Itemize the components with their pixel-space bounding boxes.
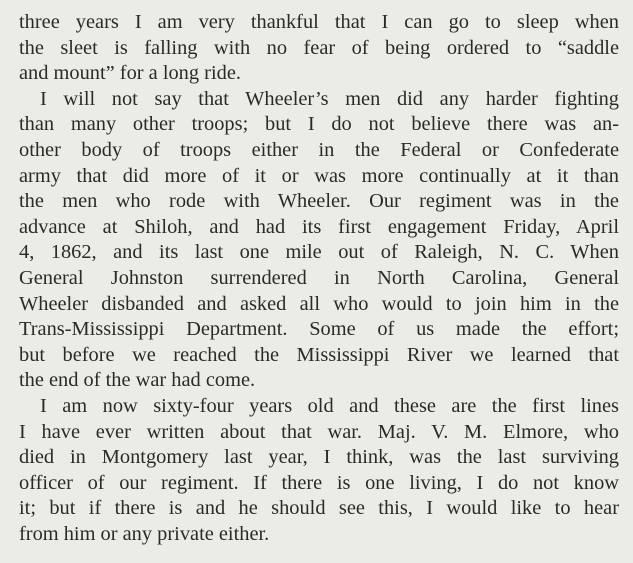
text-line: Trans-Mississippi Department. Some of us made the effort; — [19, 318, 619, 341]
text-line: the men who rode with Wheeler. Our regiment was in the — [19, 190, 619, 213]
text-line: it; but if there is and he should see this, I would like to hear — [19, 497, 619, 520]
text-line: other body of troops either in the Federal or Confederate — [19, 138, 619, 161]
paragraph-2 — [19, 87, 619, 394]
text-line: I will not say that Wheeler’s men did any harder fighting — [40, 87, 619, 110]
text-line: I have ever written about that war. Maj. V. M. Elmore, who — [19, 420, 619, 443]
text-line: the end of the war had come. — [19, 369, 256, 392]
text-line: army that did more of it or was more continually at it than — [19, 164, 619, 187]
text-line: 4, 1862, and its last one mile out of Raleigh, N. C. When — [19, 241, 619, 264]
text-line: three years I am very thankful that I can go to sleep when — [19, 11, 619, 33]
paragraph-1 — [19, 10, 619, 87]
text-line: General Johnston surrendered in North Carolina, General — [19, 266, 619, 289]
text-line: officer of our regiment. If there is one living, I do not know — [19, 471, 619, 494]
text-line: from him or any private either. — [19, 522, 270, 545]
text-line: but before we reached the Mississippi River we learned that — [19, 343, 619, 366]
text-line: the sleet is falling with no fear of being ordered to “saddle — [19, 36, 619, 59]
text-line: I am now sixty-four years old and these are the first lines — [40, 394, 619, 417]
text-line: than many other troops; but I do not believe there was an- — [19, 113, 619, 136]
paragraph-3 — [19, 394, 619, 548]
text-line: advance at Shiloh, and had its first engagement Friday, April — [19, 215, 619, 238]
text-line: and mount” for a long ride. — [19, 62, 241, 85]
text-line: died in Montgomery last year, I think, was the last surviving — [19, 446, 619, 469]
text-line: Wheeler disbanded and asked all who would to join him in the — [19, 292, 619, 315]
document-page — [19, 10, 619, 547]
